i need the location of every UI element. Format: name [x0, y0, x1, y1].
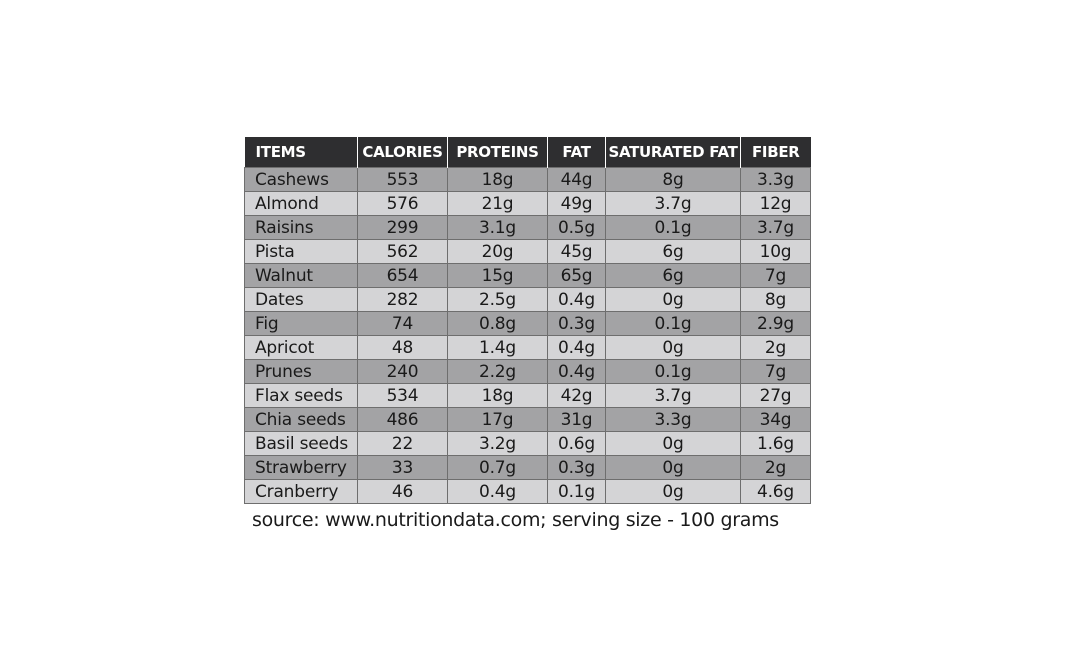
cell-fiber: 34g: [741, 408, 811, 432]
cell-saturated-fat: 0g: [606, 288, 741, 312]
header-calories: CALORIES: [358, 137, 448, 168]
cell-fiber: 4.6g: [741, 480, 811, 504]
cell-item: Cranberry: [245, 480, 358, 504]
cell-fiber: 8g: [741, 288, 811, 312]
cell-calories: 534: [358, 384, 448, 408]
cell-item: Basil seeds: [245, 432, 358, 456]
cell-saturated-fat: 8g: [606, 168, 741, 192]
cell-fat: 44g: [548, 168, 606, 192]
cell-item: Pista: [245, 240, 358, 264]
cell-saturated-fat: 0g: [606, 456, 741, 480]
cell-saturated-fat: 3.7g: [606, 192, 741, 216]
cell-fiber: 1.6g: [741, 432, 811, 456]
cell-fiber: 2g: [741, 456, 811, 480]
cell-proteins: 18g: [448, 168, 548, 192]
table-row: [245, 216, 811, 240]
header-items: ITEMS: [245, 137, 358, 168]
cell-calories: 22: [358, 432, 448, 456]
cell-saturated-fat: 0g: [606, 336, 741, 360]
cell-proteins: 0.4g: [448, 480, 548, 504]
cell-saturated-fat: 6g: [606, 264, 741, 288]
cell-fat: 49g: [548, 192, 606, 216]
table-row: [245, 480, 811, 504]
cell-calories: 486: [358, 408, 448, 432]
cell-item: Almond: [245, 192, 358, 216]
cell-calories: 282: [358, 288, 448, 312]
cell-item: Dates: [245, 288, 358, 312]
header-saturated-fat: SATURATED FAT: [606, 137, 741, 168]
cell-proteins: 17g: [448, 408, 548, 432]
cell-item: Raisins: [245, 216, 358, 240]
cell-fat: 31g: [548, 408, 606, 432]
cell-item: Chia seeds: [245, 408, 358, 432]
cell-saturated-fat: 3.7g: [606, 384, 741, 408]
table-row: [245, 240, 811, 264]
table-row: [245, 168, 811, 192]
cell-fat: 45g: [548, 240, 606, 264]
source-note: source: www.nutritiondata.com; serving size - 100 grams: [252, 509, 779, 531]
cell-fiber: 3.7g: [741, 216, 811, 240]
cell-fiber: 2.9g: [741, 312, 811, 336]
table-row: [245, 360, 811, 384]
cell-item: Cashews: [245, 168, 358, 192]
table-body: [245, 168, 811, 504]
cell-fiber: 7g: [741, 360, 811, 384]
cell-fat: 0.4g: [548, 288, 606, 312]
cell-fat: 65g: [548, 264, 606, 288]
header-fat: FAT: [548, 137, 606, 168]
cell-fiber: 7g: [741, 264, 811, 288]
cell-saturated-fat: 0g: [606, 432, 741, 456]
cell-fat: 0.3g: [548, 312, 606, 336]
table-row: [245, 384, 811, 408]
cell-proteins: 3.1g: [448, 216, 548, 240]
header-row: [245, 137, 811, 168]
cell-fat: 0.4g: [548, 336, 606, 360]
cell-fat: 0.3g: [548, 456, 606, 480]
cell-saturated-fat: 0.1g: [606, 360, 741, 384]
cell-proteins: 3.2g: [448, 432, 548, 456]
cell-proteins: 1.4g: [448, 336, 548, 360]
table-row: [245, 432, 811, 456]
cell-calories: 33: [358, 456, 448, 480]
table-row: [245, 312, 811, 336]
header-proteins: PROTEINS: [448, 137, 548, 168]
table-row: [245, 264, 811, 288]
cell-proteins: 21g: [448, 192, 548, 216]
cell-calories: 299: [358, 216, 448, 240]
table-row: [245, 288, 811, 312]
cell-proteins: 20g: [448, 240, 548, 264]
cell-calories: 576: [358, 192, 448, 216]
cell-calories: 74: [358, 312, 448, 336]
cell-calories: 46: [358, 480, 448, 504]
table-row: [245, 336, 811, 360]
cell-calories: 240: [358, 360, 448, 384]
cell-fat: 0.1g: [548, 480, 606, 504]
cell-fiber: 2g: [741, 336, 811, 360]
cell-fiber: 12g: [741, 192, 811, 216]
table-row: [245, 408, 811, 432]
cell-proteins: 2.5g: [448, 288, 548, 312]
cell-fiber: 3.3g: [741, 168, 811, 192]
table-row: [245, 192, 811, 216]
cell-fat: 42g: [548, 384, 606, 408]
cell-calories: 654: [358, 264, 448, 288]
cell-fiber: 10g: [741, 240, 811, 264]
cell-fat: 0.6g: [548, 432, 606, 456]
cell-item: Fig: [245, 312, 358, 336]
cell-fat: 0.4g: [548, 360, 606, 384]
cell-saturated-fat: 0.1g: [606, 312, 741, 336]
cell-proteins: 0.7g: [448, 456, 548, 480]
cell-calories: 562: [358, 240, 448, 264]
cell-proteins: 15g: [448, 264, 548, 288]
cell-calories: 48: [358, 336, 448, 360]
cell-proteins: 18g: [448, 384, 548, 408]
cell-item: Apricot: [245, 336, 358, 360]
cell-proteins: 0.8g: [448, 312, 548, 336]
table-row: [245, 456, 811, 480]
nutrition-table: [244, 137, 811, 504]
cell-saturated-fat: 0g: [606, 480, 741, 504]
cell-saturated-fat: 0.1g: [606, 216, 741, 240]
cell-calories: 553: [358, 168, 448, 192]
header-fiber: FIBER: [741, 137, 811, 168]
cell-fiber: 27g: [741, 384, 811, 408]
cell-saturated-fat: 6g: [606, 240, 741, 264]
cell-saturated-fat: 3.3g: [606, 408, 741, 432]
cell-item: Prunes: [245, 360, 358, 384]
cell-item: Flax seeds: [245, 384, 358, 408]
cell-item: Walnut: [245, 264, 358, 288]
cell-fat: 0.5g: [548, 216, 606, 240]
table-header: [245, 137, 811, 168]
cell-proteins: 2.2g: [448, 360, 548, 384]
cell-item: Strawberry: [245, 456, 358, 480]
